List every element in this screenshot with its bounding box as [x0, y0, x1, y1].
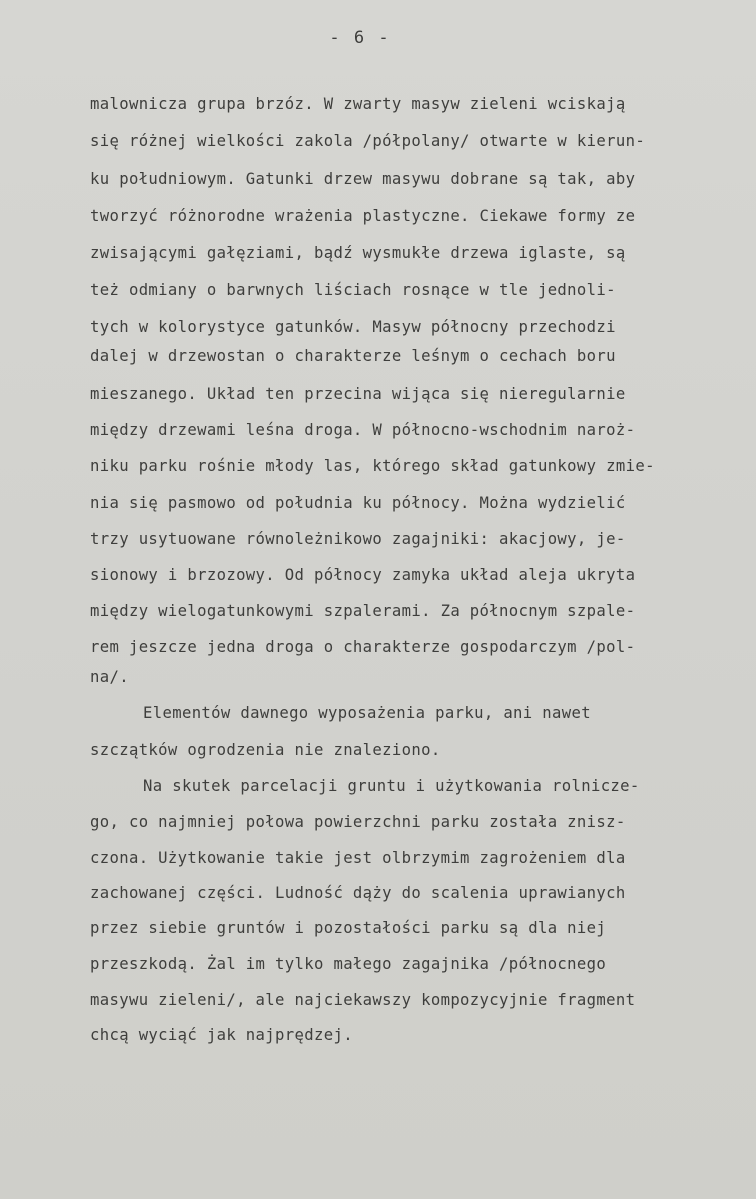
text-line: go, co najmniej połowa powierzchni parku została znisz- [90, 813, 626, 831]
paragraph-first-line: Na skutek parcelacji gruntu i użytkowania rolnicze- [143, 777, 640, 795]
text-line: też odmiany o barwnych liściach rosnące w tle jednoli- [90, 281, 616, 299]
text-line: zachowanej części. Ludność dąży do scalenia uprawianych [90, 884, 626, 902]
text-line: tych w kolorystyce gatunków. Masyw północny przechodzi [90, 318, 616, 336]
text-line: nia się pasmowo od południa ku północy. Można wydzielić [90, 494, 626, 512]
text-line: tworzyć różnorodne wrażenia plastyczne. Ciekawe formy ze [90, 207, 636, 225]
text-line: przez siebie gruntów i pozostałości parku są dla niej [90, 919, 607, 937]
text-line: się różnej wielkości zakola /półpolany/ otwarte w kierun- [90, 132, 646, 150]
text-line: między drzewami leśna droga. W północno-wschodnim naroż- [90, 421, 636, 439]
text-line: zwisającymi gałęziami, bądź wysmukłe drzewa iglaste, są [90, 244, 626, 262]
text-line: dalej w drzewostan o charakterze leśnym o cechach boru [90, 347, 616, 365]
page-number: - 6 - [329, 28, 391, 48]
text-line: sionowy i brzozowy. Od północy zamyka układ aleja ukryta [90, 566, 636, 584]
text-line: mieszanego. Układ ten przecina wijąca się nieregularnie [90, 385, 626, 403]
text-line: niku parku rośnie młody las, którego skład gatunkowy zmie- [90, 457, 655, 475]
text-line: szczątków ogrodzenia nie znaleziono. [90, 741, 441, 759]
text-line: masywu zieleni/, ale najciekawszy kompozycyjnie fragment [90, 991, 636, 1009]
paragraph-first-line: Elementów dawnego wyposażenia parku, ani nawet [143, 704, 591, 722]
text-line: rem jeszcze jedna droga o charakterze gospodarczym /pol- [90, 638, 636, 656]
text-line: trzy usytuowane równoleżnikowo zagajniki: akacjowy, je- [90, 530, 626, 548]
text-line: między wielogatunkowymi szpalerami. Za północnym szpale- [90, 602, 636, 620]
text-line: czona. Użytkowanie takie jest olbrzymim zagrożeniem dla [90, 849, 626, 867]
text-line: chcą wyciąć jak najprędzej. [90, 1026, 353, 1044]
text-line: malownicza grupa brzóz. W zwarty masyw zieleni wciskają [90, 95, 626, 113]
text-line: przeszkodą. Żal im tylko małego zagajnika /północnego [90, 955, 607, 973]
text-line: na/. [90, 668, 129, 686]
text-line: ku południowym. Gatunki drzew masywu dobrane są tak, aby [90, 170, 636, 188]
